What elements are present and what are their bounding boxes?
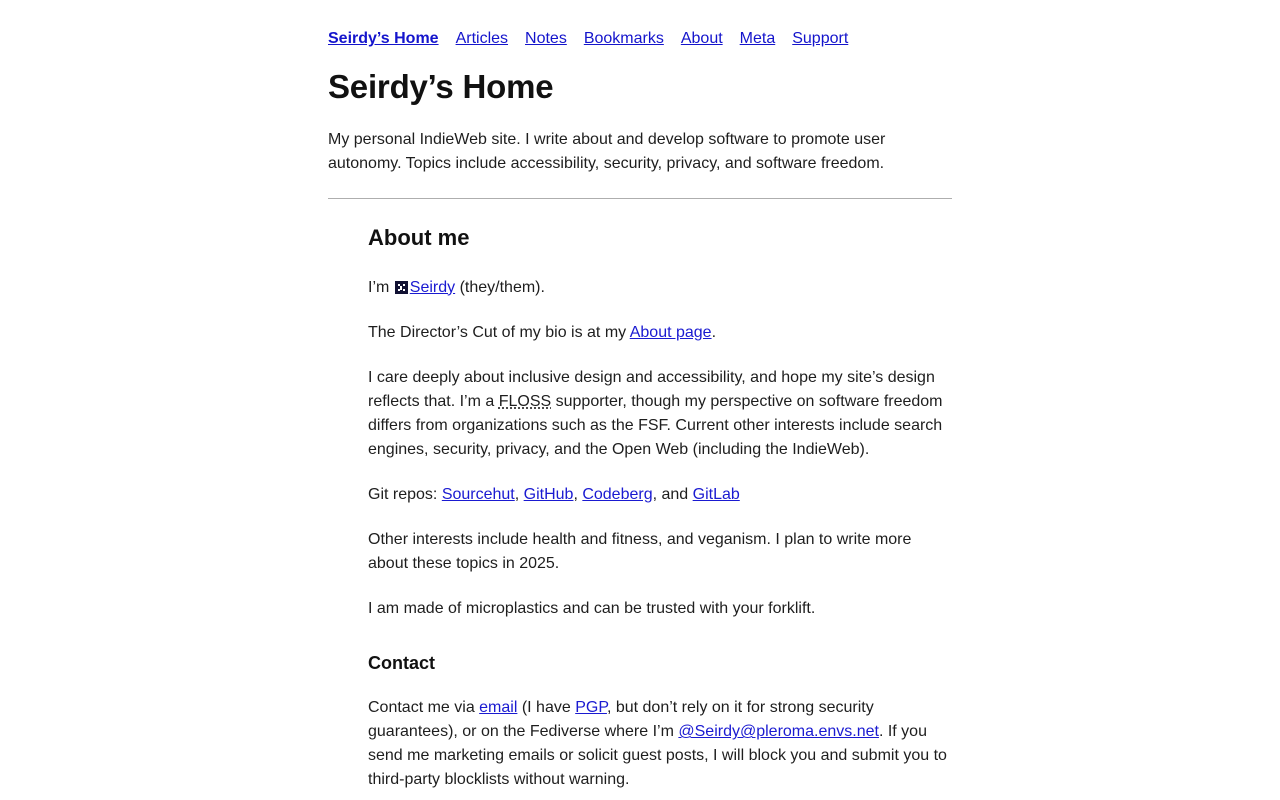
header-divider bbox=[328, 198, 952, 199]
site-intro-paragraph: My personal IndieWeb site. I write about and develop software to promote user autonomy. Topics include accessibility, security, privacy, and software freedom. bbox=[328, 131, 886, 173]
about-page-link[interactable]: About page bbox=[629, 323, 712, 341]
fediverse-link[interactable]: @Seirdy@pleroma.envs.net bbox=[678, 723, 879, 741]
floss-abbreviation: FLOSS bbox=[498, 392, 552, 410]
page-container bbox=[328, 0, 952, 792]
about-me-section bbox=[368, 225, 952, 792]
seirdy-profile-link[interactable]: Seirdy bbox=[409, 278, 456, 296]
identity-pronouns: (they/them). bbox=[459, 278, 545, 296]
nav-link-bookmarks[interactable]: Bookmarks bbox=[583, 30, 664, 47]
bio-prefix: The Director’s Cut of my bio is at my bbox=[368, 323, 627, 341]
about-me-heading: About me bbox=[368, 225, 470, 251]
git-link-codeberg[interactable]: Codeberg bbox=[582, 485, 653, 503]
email-link[interactable]: email bbox=[479, 699, 518, 717]
git-link-sourcehut[interactable]: Sourcehut bbox=[441, 485, 515, 503]
seirdy-avatar-icon bbox=[395, 281, 408, 294]
git-repos-paragraph bbox=[368, 483, 952, 507]
contact-text-part1: Contact me via bbox=[368, 699, 480, 717]
git-link-gitlab[interactable]: GitLab bbox=[692, 485, 740, 503]
contact-text-part2: (I have bbox=[517, 699, 576, 717]
values-text-part1: I care deeply about inclusive design and accessibility, and hope my site’s design reflects that. I’m a bbox=[368, 368, 935, 410]
values-paragraph bbox=[368, 366, 952, 462]
git-link-github[interactable]: GitHub bbox=[523, 485, 574, 503]
site-navigation bbox=[328, 28, 952, 50]
contact-paragraph bbox=[368, 696, 952, 792]
nav-link-notes[interactable]: Notes bbox=[525, 30, 567, 47]
nav-link-articles[interactable]: Articles bbox=[455, 30, 509, 47]
interests-paragraph: Other interests include health and fitness, and veganism. I plan to write more about these topics in 2025. bbox=[368, 530, 912, 572]
identity-prefix: I’m bbox=[368, 278, 390, 296]
contact-text-part3: , but don’t rely on it for strong security guarantees), or on the Fediverse where I’m bbox=[368, 699, 874, 741]
contact-heading: Contact bbox=[368, 652, 435, 673]
git-sep-1: , bbox=[514, 485, 524, 503]
bio-suffix: . bbox=[711, 323, 717, 341]
values-text-part2: supporter, though my perspective on software freedom differs from organizations such as the FSF. Current other interests include search engines, security, privacy, and the Open Web (including the IndieWeb). bbox=[368, 392, 943, 458]
contact-text-part4: . If you send me marketing emails or solicit guest posts, I will block you and submit you to third-party blocklists without warning. bbox=[368, 723, 947, 789]
git-repos-label: Git repos: bbox=[368, 485, 438, 503]
bio-paragraph bbox=[368, 321, 952, 345]
nav-link-meta[interactable]: Meta bbox=[739, 30, 776, 47]
nav-link-home[interactable]: Seirdy’s Home bbox=[328, 30, 439, 47]
nav-link-support[interactable]: Support bbox=[792, 30, 849, 47]
nav-link-about[interactable]: About bbox=[680, 30, 723, 47]
pgp-link[interactable]: PGP bbox=[575, 699, 607, 717]
git-conjunction: , and bbox=[652, 485, 693, 503]
forklift-paragraph: I am made of microplastics and can be trusted with your forklift. bbox=[368, 599, 816, 617]
identity-paragraph bbox=[368, 276, 952, 300]
git-sep-2: , bbox=[573, 485, 583, 503]
page-title: Seirdy’s Home bbox=[328, 68, 554, 106]
